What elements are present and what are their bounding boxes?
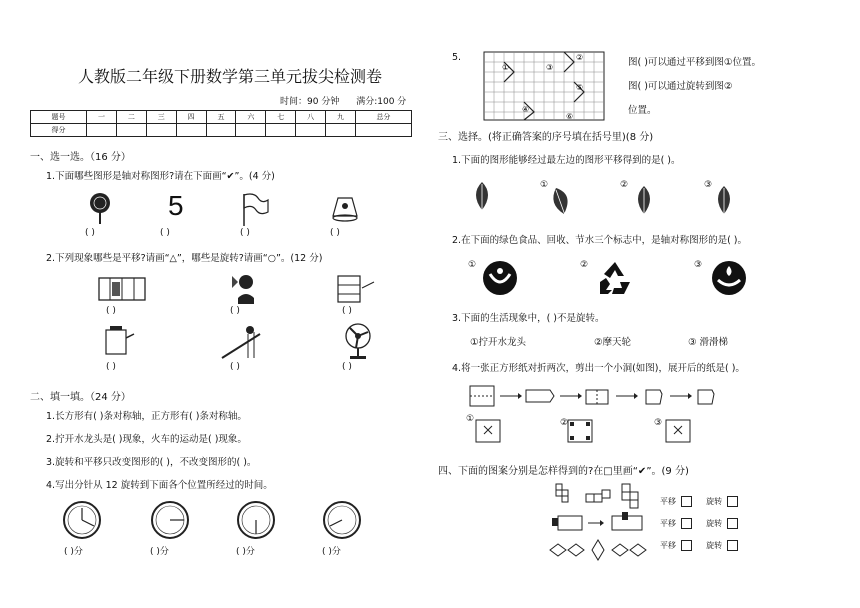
s4-row-2 xyxy=(660,518,738,529)
tap-hand-icon xyxy=(100,324,136,360)
header-cell: 九 xyxy=(326,111,356,124)
translate-checkbox[interactable] xyxy=(681,518,692,529)
score-table xyxy=(30,110,412,137)
header-cell: 题号 xyxy=(31,111,87,124)
grid-label: ⑤ xyxy=(576,83,584,92)
time-limit: 时间：90 分钟 xyxy=(280,97,340,107)
rotate-checkbox[interactable] xyxy=(727,518,738,529)
s3q2-option-3[interactable]: ③ xyxy=(694,260,703,270)
header-cell: 七 xyxy=(266,111,296,124)
section3-q2: 2.在下面的绿色食品、回收、节水三个标志中，是轴对称图形的是( )。 xyxy=(452,235,747,246)
q5-line1: 图( )可以通过平移到图①位置。 xyxy=(628,57,761,68)
translate-checkbox[interactable] xyxy=(681,496,692,507)
q2-answer-3[interactable]: ( ) xyxy=(342,306,352,316)
pinwheel-child-icon xyxy=(226,272,260,304)
s3q2-option-1[interactable]: ① xyxy=(468,260,477,270)
leaf-icon xyxy=(468,180,496,216)
translate-checkbox[interactable] xyxy=(681,540,692,551)
s3q1-option-3[interactable]: ③ xyxy=(704,180,713,190)
q5-grid-diagram xyxy=(484,52,606,122)
page-title: 人教版二年级下册数学第三单元拔尖检测卷 xyxy=(77,67,382,86)
score-cell[interactable] xyxy=(146,124,176,137)
header-cell: 五 xyxy=(206,111,236,124)
s3q1-option-1[interactable]: ① xyxy=(540,180,549,190)
score-cell[interactable] xyxy=(236,124,266,137)
green-food-logo-icon xyxy=(482,260,518,296)
translate-label: 平移 xyxy=(660,519,676,528)
section3-q3: 3.下面的生活现象中，( )不是旋转。 xyxy=(452,313,605,324)
section2-q4: 4.写出分针从 12 旋转到下面各个位置所经过的时间。 xyxy=(46,480,273,491)
clock-answer-3[interactable]: ( )分 xyxy=(236,547,255,557)
water-saving-logo-icon xyxy=(710,260,748,296)
fan-icon xyxy=(86,192,116,224)
exam-meta xyxy=(280,94,420,107)
score-cell[interactable] xyxy=(176,124,206,137)
s3q1-option-2[interactable]: ② xyxy=(620,180,629,190)
score-cell[interactable] xyxy=(116,124,146,137)
q1-answer-1[interactable]: ( ) xyxy=(85,228,95,238)
paper-fold-sequence xyxy=(470,382,720,412)
q2-answer-2[interactable]: ( ) xyxy=(230,306,240,316)
score-cell[interactable] xyxy=(206,124,236,137)
s3q3-option-3[interactable]: ③ 滑滑梯 xyxy=(688,337,729,348)
full-score: 满分:100 分 xyxy=(356,97,407,107)
s3q2-option-2[interactable]: ② xyxy=(580,260,589,270)
leaf-icon xyxy=(628,184,658,220)
pattern-row-1 xyxy=(556,484,646,510)
window-slide-icon xyxy=(98,274,148,304)
flag-icon xyxy=(240,192,270,226)
q2-answer-5[interactable]: ( ) xyxy=(230,362,240,372)
clock-answer-1[interactable]: ( )分 xyxy=(64,547,83,557)
clock-icon xyxy=(60,500,106,540)
clock-icon xyxy=(320,500,366,540)
header-cell: 一 xyxy=(87,111,117,124)
q5-number: 5. xyxy=(452,52,462,63)
section2-q1: 1.长方形有( )条对称轴，正方形有( )条对称轴。 xyxy=(46,411,247,422)
translate-label: 平移 xyxy=(660,497,676,506)
q2-answer-4[interactable]: ( ) xyxy=(106,362,116,372)
unfolded-paper-icon xyxy=(474,418,504,444)
section3-q4: 4.将一张正方形纸对折两次，剪出一个小洞(如图)，展开后的纸是( )。 xyxy=(452,363,745,374)
grid-label: ① xyxy=(502,63,510,72)
unfolded-paper-icon xyxy=(664,418,694,444)
drawer-icon xyxy=(336,274,376,304)
s3q3-option-1[interactable]: ①拧开水龙头 xyxy=(470,337,527,348)
bell-icon xyxy=(330,194,360,222)
row-label-cell: 得分 xyxy=(31,124,87,137)
q2-answer-1[interactable]: ( ) xyxy=(106,306,116,316)
grid-label: ③ xyxy=(546,63,554,72)
score-cell[interactable] xyxy=(326,124,356,137)
s3q4-option-2[interactable]: ② xyxy=(560,418,569,428)
q1-answer-2[interactable]: ( ) xyxy=(160,228,170,238)
header-cell: 六 xyxy=(236,111,266,124)
header-cell: 八 xyxy=(296,111,326,124)
section4-heading: 四、下面的图案分别是怎样得到的?在□里画“✔”。(9 分) xyxy=(438,466,689,477)
unfolded-paper-icon xyxy=(566,418,596,444)
s3q3-option-2[interactable]: ②摩天轮 xyxy=(594,337,632,348)
header-cell: 总分 xyxy=(355,111,411,124)
s3q4-option-3[interactable]: ③ xyxy=(654,418,663,428)
score-cell[interactable] xyxy=(296,124,326,137)
rotate-label: 旋转 xyxy=(706,519,723,528)
s4-row-1 xyxy=(660,496,738,507)
q2-answer-6[interactable]: ( ) xyxy=(342,362,352,372)
score-cell[interactable] xyxy=(355,124,411,137)
section1-heading: 一、选一选。（16 分） xyxy=(30,152,131,163)
rotate-checkbox[interactable] xyxy=(727,540,738,551)
digit-five-icon: 5 xyxy=(168,190,184,221)
section1-q2: 2.下列现象哪些是平移?请画“△”，哪些是旋转?请画“○”。(12 分) xyxy=(46,253,323,264)
section3-q1: 1.下面的图形能够经过最左边的图形平移得到的是( )。 xyxy=(452,155,681,166)
section2-q3: 3.旋转和平移只改变图形的( )，不改变图形的( )。 xyxy=(46,457,257,468)
recycle-icon xyxy=(596,260,634,296)
grid-label: ⑥ xyxy=(566,112,574,121)
score-table-header-row xyxy=(31,111,412,124)
s4-row-3 xyxy=(660,540,738,551)
leaf-icon xyxy=(546,184,576,220)
header-cell: 三 xyxy=(146,111,176,124)
rotate-label: 旋转 xyxy=(706,541,723,550)
q1-answer-3[interactable]: ( ) xyxy=(240,228,250,238)
section2-heading: 二、填一填。（24 分） xyxy=(30,392,131,403)
score-cell[interactable] xyxy=(266,124,296,137)
grid-label: ④ xyxy=(522,105,530,114)
clock-icon xyxy=(234,500,280,540)
section3-heading: 三、选择。(将正确答案的序号填在括号里)(8 分) xyxy=(438,132,654,143)
header-cell: 四 xyxy=(176,111,206,124)
rotate-checkbox[interactable] xyxy=(727,496,738,507)
section2-q2: 2.拧开水龙头是( )现象，火车的运动是( )现象。 xyxy=(46,434,247,445)
leaf-icon xyxy=(710,184,740,220)
score-table-score-row xyxy=(31,124,412,137)
q5-line3: 位置。 xyxy=(628,105,657,116)
s3q4-option-1[interactable]: ① xyxy=(466,414,475,424)
clock-answer-4[interactable]: ( )分 xyxy=(322,547,341,557)
rotate-label: 旋转 xyxy=(706,497,723,506)
translate-label: 平移 xyxy=(660,541,676,550)
q1-answer-4[interactable]: ( ) xyxy=(330,228,340,238)
clock-answer-2[interactable]: ( )分 xyxy=(150,547,169,557)
q5-line2: 图( )可以通过旋转到图② xyxy=(628,81,733,92)
grid-label: ② xyxy=(576,53,584,62)
score-cell[interactable] xyxy=(87,124,117,137)
header-cell: 二 xyxy=(116,111,146,124)
pattern-row-3 xyxy=(550,540,650,560)
clock-icon xyxy=(148,500,194,540)
pattern-row-2 xyxy=(550,512,650,534)
slide-child-icon xyxy=(220,326,266,360)
section1-q1: 1.下面哪些图形是轴对称图形?请在下面画“✔”。(4 分) xyxy=(46,171,275,182)
electric-fan-icon xyxy=(342,322,376,360)
